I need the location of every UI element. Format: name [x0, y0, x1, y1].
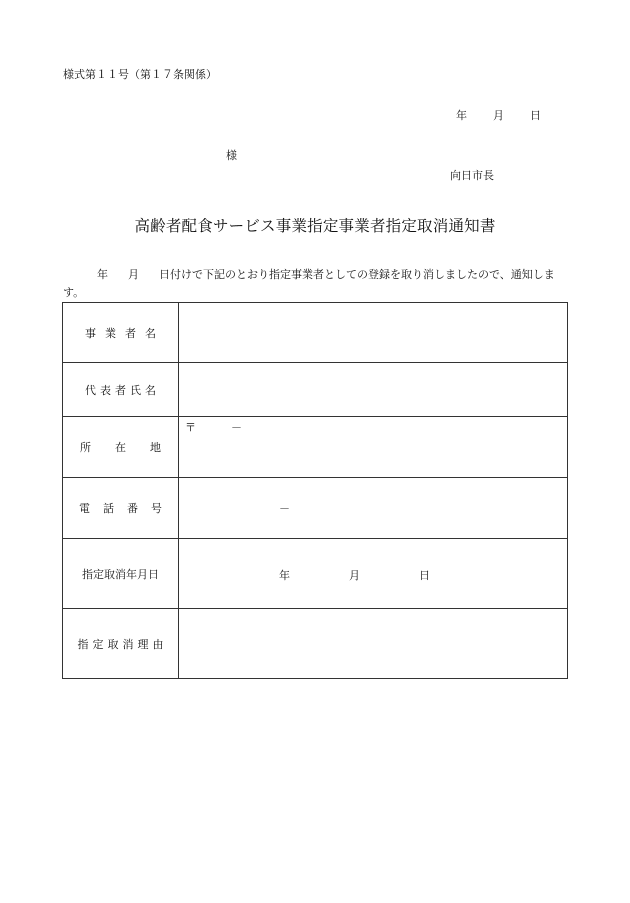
table-row [63, 478, 568, 539]
phone-dash: － [279, 502, 290, 515]
table-row [63, 539, 568, 609]
postal-mark: 〒 [185, 421, 196, 434]
table-row [63, 417, 568, 478]
representative-name-label: 代表者氏名 [63, 363, 179, 417]
representative-name-field[interactable] [179, 363, 568, 417]
address-label: 所在地 [63, 417, 179, 478]
revocation-year-label: 年 [279, 569, 290, 582]
business-name-field[interactable] [179, 303, 568, 363]
phone-label: 電話番号 [63, 478, 179, 539]
table-row [63, 303, 568, 363]
revocation-date-field[interactable] [179, 539, 568, 609]
addressee-suffix: 様 [226, 149, 237, 162]
address-field[interactable] [179, 417, 568, 478]
revocation-reason-label: 指定取消理由 [63, 609, 179, 679]
phone-field[interactable] [179, 478, 568, 539]
date-day-label: 日 [530, 109, 541, 122]
table-row [63, 609, 568, 679]
revocation-day-label: 日 [419, 569, 430, 582]
form-number: 様式第１１号（第１７条関係） [63, 68, 217, 81]
postal-dash: － [231, 421, 242, 434]
revocation-month-label: 月 [349, 569, 360, 582]
business-name-label: 事業者名 [63, 303, 179, 363]
issue-date [456, 107, 541, 123]
body-text: 日付けで下記のとおり指定事業者としての登録を取り消しましたので、通知します。 [63, 268, 555, 299]
revocation-date-label: 指定取消年月日 [63, 539, 179, 609]
date-month-label: 月 [493, 109, 504, 122]
date-year-label: 年 [456, 109, 467, 122]
details-table [62, 302, 568, 679]
issuer-name: 向日市長 [450, 169, 494, 182]
document-title: 高齢者配食サービス事業指定事業者指定取消通知書 [134, 217, 496, 235]
revocation-reason-field[interactable] [179, 609, 568, 679]
body-month-label: 月 [128, 268, 139, 281]
notice-body [63, 266, 571, 302]
body-year-label: 年 [97, 268, 108, 281]
table-row [63, 363, 568, 417]
